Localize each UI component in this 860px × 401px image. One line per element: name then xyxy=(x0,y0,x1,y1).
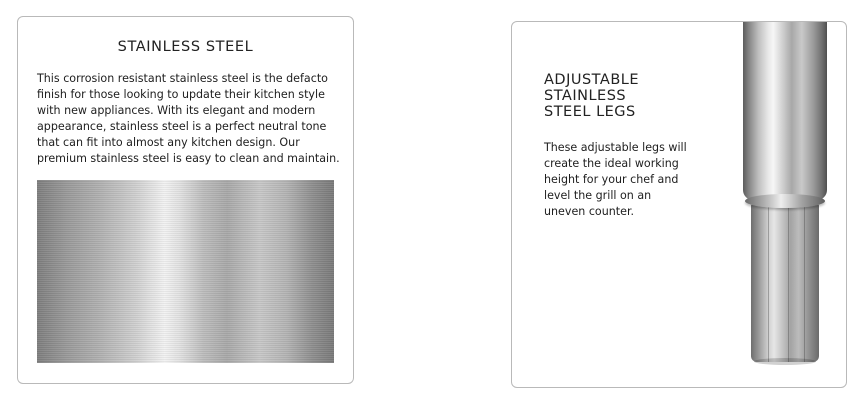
description-line: that can fit into almost any kitchen design. Our xyxy=(37,136,300,149)
description-line: appearance, stainless steel is a perfect neutral tone xyxy=(37,120,327,133)
adjustable-legs-description xyxy=(544,140,704,220)
steel-leg-image xyxy=(740,22,830,367)
leg-upper-shaft xyxy=(743,22,827,200)
description-line: finish for those looking to update their kitchen style xyxy=(37,88,325,101)
title-line: ADJUSTABLE xyxy=(544,72,640,88)
leg-facet-line xyxy=(768,204,769,362)
stainless-steel-card xyxy=(17,16,354,384)
description-line: These adjustable legs will xyxy=(544,141,687,154)
description-line: premium stainless steel is easy to clean and maintain. xyxy=(37,152,340,165)
stainless-steel-title: STAINLESS STEEL xyxy=(117,39,254,55)
leg-floor-shadow xyxy=(754,358,816,365)
title-line: STEEL LEGS xyxy=(544,104,636,120)
adjustable-legs-title xyxy=(544,72,639,120)
description-line: uneven counter. xyxy=(544,205,635,218)
title-line: STAINLESS xyxy=(544,88,627,104)
leg-facet-line xyxy=(804,204,805,362)
description-line: create the ideal working xyxy=(544,157,679,170)
description-line: height for your chef and xyxy=(544,173,679,186)
description-line: level the grill on an xyxy=(544,189,652,202)
leg-adjust-ring xyxy=(745,194,825,208)
brushed-steel-swatch-image xyxy=(37,180,334,363)
leg-lower-foot xyxy=(751,204,819,362)
description-line: with new appliances. With its elegant and modern xyxy=(37,104,316,117)
stainless-steel-description xyxy=(37,71,349,167)
leg-facet-line xyxy=(788,204,789,362)
adjustable-legs-card xyxy=(511,21,847,388)
description-line: This corrosion resistant stainless steel is the defacto xyxy=(37,72,328,85)
